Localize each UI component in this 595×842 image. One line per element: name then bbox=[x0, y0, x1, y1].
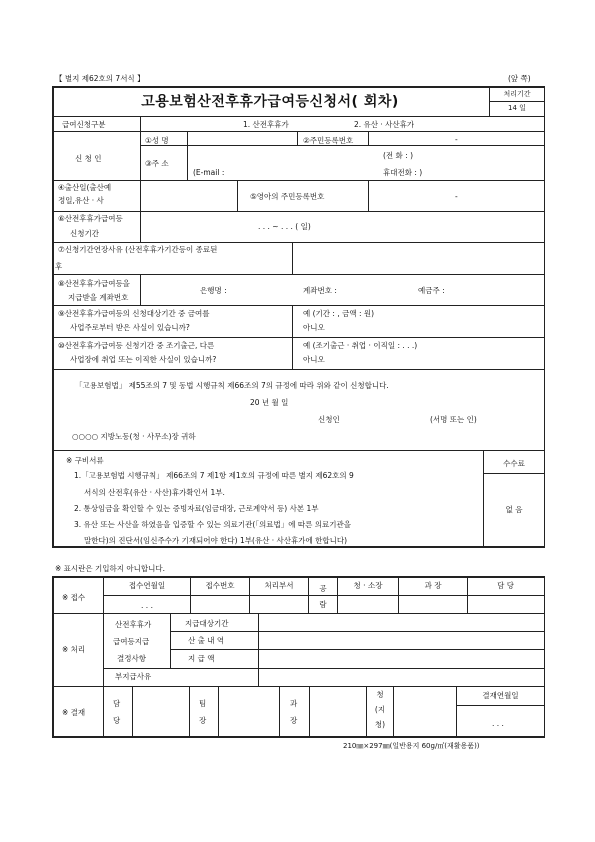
email-field[interactable]: (E-mail : bbox=[193, 168, 225, 177]
q10-yes-option[interactable]: 예 (조기출근 · 취업 · 이직일 : . . .) bbox=[303, 341, 418, 350]
approval-office-label-3: 청) bbox=[374, 720, 386, 729]
approval-section-label-top: 과 bbox=[290, 699, 298, 708]
period-label-line2: 신청기간 bbox=[70, 229, 99, 238]
q9-yes-option[interactable]: 예 (기간 : , 금액 : 원) bbox=[303, 309, 375, 318]
receipt-date-label: 접수연월일 bbox=[128, 581, 166, 590]
process-sub3: 결정사항 bbox=[117, 654, 146, 663]
review-label-top: 공 bbox=[319, 584, 327, 593]
section-chief-label: 과 장 bbox=[424, 581, 442, 590]
calculation-field[interactable] bbox=[259, 632, 543, 649]
approval-team-label-top: 팀 bbox=[199, 699, 207, 708]
approval-officer-sign[interactable] bbox=[133, 687, 189, 736]
name-field[interactable] bbox=[188, 132, 296, 145]
documents-heading: ※ 구비서류 bbox=[66, 456, 104, 465]
receipt-number-label: 접수번호 bbox=[205, 581, 235, 590]
process-sub2: 급여등지급 bbox=[113, 637, 150, 646]
form-title: 고용보험산전후휴가급여등신청서( 회차) bbox=[141, 94, 399, 110]
q9-no-option[interactable]: 아니오 bbox=[303, 323, 325, 332]
account-label-line2: 지급받을 계좌번호 bbox=[68, 293, 129, 302]
period-field[interactable]: . . . ~ . . . ( 일) bbox=[258, 222, 311, 231]
q9-question-line2: 사업주로부터 받은 사실이 있습니까? bbox=[70, 323, 190, 332]
infant-resident-number-label: ⑤영아의 주민등록번호 bbox=[250, 192, 325, 201]
address-label: ③주 소 bbox=[145, 159, 169, 168]
page-side-label: (앞 쪽) bbox=[508, 74, 531, 83]
paper-spec: 210㎜×297㎜(일반용지 60g/㎡(재활용품)) bbox=[343, 742, 480, 750]
amount-label: 지 급 액 bbox=[188, 654, 215, 663]
approval-team-label-bottom: 장 bbox=[199, 716, 207, 725]
processing-days: 14 일 bbox=[508, 104, 526, 112]
approval-team-sign[interactable] bbox=[219, 687, 279, 736]
approval-officer-label-bottom: 당 bbox=[113, 716, 121, 725]
chief-label: 청 · 소장 bbox=[353, 581, 383, 590]
approval-section-label-bottom: 장 bbox=[290, 716, 298, 725]
q10-question-line2: 사업장에 취업 또는 이직한 사실이 있습니까? bbox=[70, 355, 217, 364]
name-label: ①성 명 bbox=[145, 136, 169, 145]
declaration-applicant: 신청인 bbox=[318, 415, 340, 424]
birth-date-field[interactable] bbox=[141, 181, 236, 211]
resident-number-dash: - bbox=[455, 135, 458, 144]
document-item-1: 1.「고용보험법 시행규칙」 제66조의 7 제1항 제1호의 규정에 따른 별지 제62호의 9 bbox=[74, 471, 354, 480]
fee-value: 없 음 bbox=[505, 505, 523, 514]
approval-date-label: 결재연월일 bbox=[482, 691, 519, 700]
document-item-3: 3. 유산 또는 사산을 하였음을 입증할 수 있는 의료기관(「의료법」에 따른 의료기관을 bbox=[74, 520, 352, 529]
approval-office-label-2: (지 bbox=[374, 705, 386, 714]
claim-type-option-miscarriage[interactable]: 2. 유산 · 사산휴가 bbox=[354, 120, 415, 129]
account-holder-field[interactable]: 예금주 : bbox=[418, 286, 445, 295]
officer-label: 담 당 bbox=[497, 581, 514, 590]
approval-office-sign[interactable] bbox=[394, 687, 456, 736]
receipt-date-field[interactable]: . . . bbox=[141, 601, 153, 610]
office-use-note: ※ 표시란은 기입하지 아니합니다. bbox=[55, 564, 166, 573]
document-item-2: 2. 통상임금을 확인할 수 있는 증빙자료(임금대장, 근로계약서 등) 사본 1부 bbox=[74, 504, 319, 513]
extension-reason-label-line2: 후 bbox=[55, 262, 63, 271]
receipt-label: ※ 접수 bbox=[62, 593, 86, 602]
approval-officer-label-top: 담 bbox=[113, 699, 121, 708]
declaration-statement: 「고용보험법」 제55조의 7 및 동법 시행규칙 제66조의 7의 규정에 따라 위와 같이 신청합니다. bbox=[75, 381, 389, 390]
infant-resident-number-dash: - bbox=[455, 192, 458, 201]
approval-label: ※ 결재 bbox=[62, 708, 86, 717]
addressee: ○○○○ 지방노동(청 · 사무소)장 귀하 bbox=[72, 432, 196, 441]
process-sub1: 산전후휴가 bbox=[115, 620, 152, 629]
approval-section-sign[interactable] bbox=[310, 687, 366, 736]
document-item-3-line2: 말한다)의 진단서(임신주수가 기재되어야 한다) 1부(유산 · 사산휴가에 한합니다) bbox=[84, 536, 348, 545]
non-payment-reason-field[interactable] bbox=[171, 669, 543, 686]
q10-question: ⑩산전후휴가급여등 신청기간 중 조기출근, 다른 bbox=[58, 341, 215, 350]
account-number-field[interactable]: 계좌번호 : bbox=[303, 286, 337, 295]
processing-period-label: 처리기간 bbox=[503, 90, 531, 98]
period-label: ⑥산전후휴가급여등 bbox=[58, 214, 123, 223]
bank-name-field[interactable]: 은행명 : bbox=[200, 286, 227, 295]
payment-period-field[interactable] bbox=[259, 614, 543, 631]
claim-type-label: 급여신청구분 bbox=[62, 120, 106, 129]
form-reference: 【 별지 제62호의 7서식 】 bbox=[55, 74, 145, 83]
approval-office-label-1: 청 bbox=[376, 690, 384, 699]
amount-field[interactable] bbox=[259, 650, 543, 667]
non-payment-reason-label: 부지급사유 bbox=[115, 672, 152, 681]
approval-date-field[interactable]: . . . bbox=[492, 719, 504, 728]
process-label: ※ 처리 bbox=[62, 645, 86, 654]
account-label: ⑧산전후휴가급여등을 bbox=[58, 279, 130, 288]
q10-no-option[interactable]: 아니오 bbox=[303, 355, 325, 364]
declaration-date[interactable]: 20 년 월 일 bbox=[250, 398, 289, 407]
review-label-bottom: 람 bbox=[319, 600, 327, 609]
signature-field[interactable]: (서명 또는 인) bbox=[430, 415, 477, 424]
payment-period-label: 지급대상기간 bbox=[185, 619, 229, 628]
resident-number-label: ②주민등록번호 bbox=[303, 136, 354, 145]
q9-question: ⑨산전후휴가급여등의 신청대상기간 중 금여를 bbox=[58, 309, 210, 318]
extension-reason-label: ⑦신청기간연장사유 (산전후휴가기간등이 종료된 bbox=[58, 245, 218, 254]
birth-date-label: ④출산일(출산예 bbox=[58, 183, 112, 192]
document-item-1-line2: 서식의 산전후(유산 · 사산)휴가확인서 1부. bbox=[84, 488, 225, 497]
phone-field[interactable]: (전 화 : ) bbox=[383, 151, 414, 160]
dept-label: 처리부서 bbox=[264, 581, 294, 590]
applicant-label: 신 청 인 bbox=[75, 154, 102, 163]
claim-type-option-maternity[interactable]: 1. 산전후휴가 bbox=[243, 120, 289, 129]
calculation-label: 산 출 내 역 bbox=[188, 636, 225, 645]
fee-label: 수수료 bbox=[503, 459, 525, 468]
extension-reason-field[interactable] bbox=[293, 243, 543, 274]
mobile-field[interactable]: 휴대전화 : ) bbox=[383, 168, 423, 177]
birth-date-label-line2: 정일,유산 · 사 bbox=[58, 196, 104, 205]
address-field[interactable] bbox=[188, 146, 543, 180]
